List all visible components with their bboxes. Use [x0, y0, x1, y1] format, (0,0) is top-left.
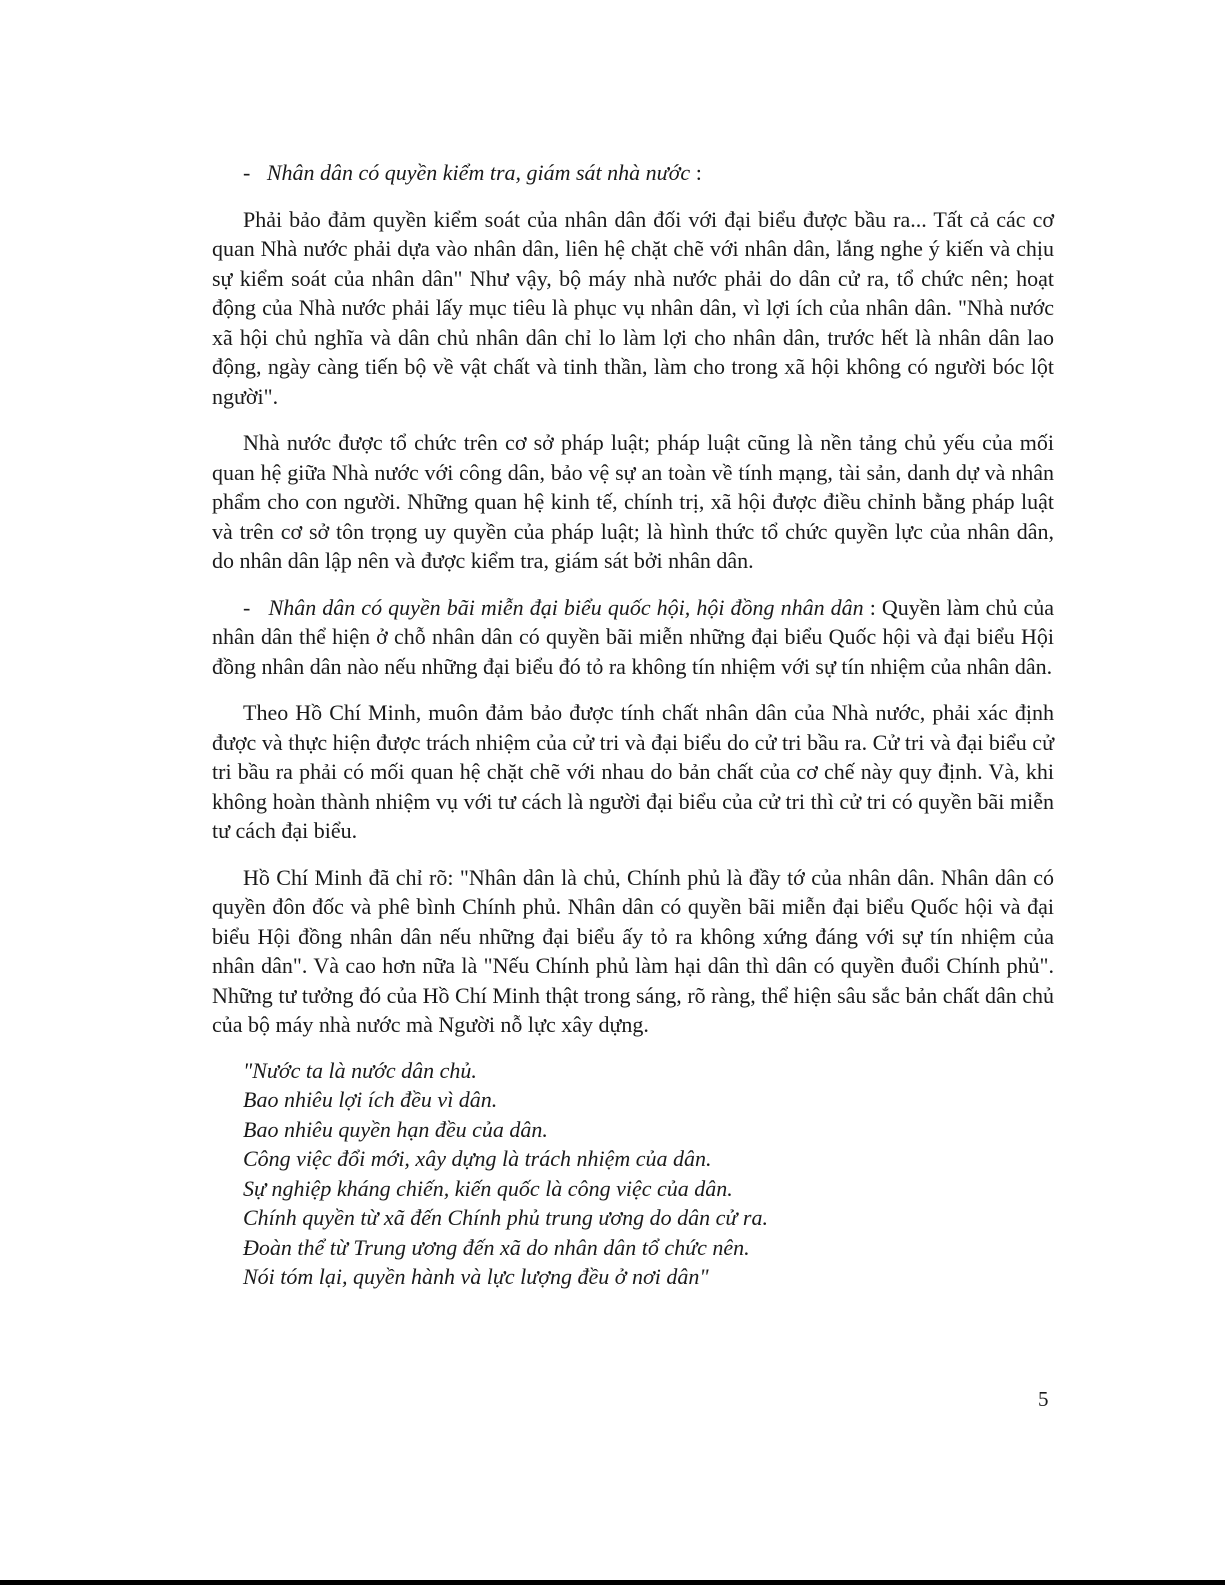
quote-line: Công việc đổi mới, xây dựng là trách nhiệm của dân. — [243, 1146, 712, 1171]
heading-italic-text: Nhân dân có quyền bãi miễn đại biểu quốc hội, hội đồng nhân dân — [268, 594, 864, 620]
list-dash: - — [243, 160, 251, 185]
section-heading-dismissal — [212, 593, 1054, 682]
paragraph-3: Theo Hồ Chí Minh, muôn đảm bảo được tính chất nhân dân của Nhà nước, phải xác định được và thực hiện được trách nhiệm của cử tri và đại biểu do cử tri bầu ra. Cử tri và đại biểu cử tri bầu ra phải có mối quan hệ chặt chẽ với nhau do bản chất của cơ chế này quy định. Và, khi không hoàn thành nhiệm vụ với tư cách là người đại biểu của cử tri thì cử tri có quyền bãi miễn tư cách đại biểu. — [212, 700, 1054, 843]
paragraph-4: Hồ Chí Minh đã chỉ rõ: "Nhân dân là chủ, Chính phủ là đầy tớ của nhân dân. Nhân dân có quyền đôn đốc và phê bình Chính phủ. Nhân dân có quyền bãi miễn đại biểu Quốc hội và đại biểu Hội đồng nhân dân nếu những đại biểu ấy tỏ ra không xứng đáng với sự tín nhiệm của nhân dân". Và cao hơn nữa là "Nếu Chính phủ làm hại dân thì dân có quyền đuổi Chính phủ". Những tư tưởng đó của Hồ Chí Minh thật trong sáng, rõ ràng, thể hiện sâu sắc bản chất dân chủ của bộ máy nhà nước mà Người nỗ lực xây dựng. — [212, 864, 1054, 1037]
quote-line: Sự nghiệp kháng chiến, kiến quốc là công việc của dân. — [243, 1175, 733, 1201]
paragraph-1: Phải bảo đảm quyền kiểm soát của nhân dân đối với đại biểu được bầu ra... Tất cả các cơ quan Nhà nước phải dựa vào nhân dân, liên hệ chặt chẽ với nhân dân, lắng nghe ý kiến và chịu sự kiểm soát của nhân dân" Như vậy, bộ máy nhà nước phải do dân cử ra, tổ chức nên; hoạt động của Nhà nước phải lấy mục tiêu là phục vụ nhân dân, vì lợi ích của nhân dân. "Nhà nước xã hội chủ nghĩa và dân chủ nhân dân chỉ lo làm lợi cho nhân dân, trước hết là nhân dân lao động, ngày càng tiến bộ về vật chất và tinh thần, làm cho trong xã hội không có người bóc lột người". — [212, 206, 1054, 409]
quote-line: "Nước ta là nước dân chủ. — [243, 1057, 477, 1083]
quote-line: Bao nhiêu quyền hạn đều của dân. — [243, 1116, 548, 1142]
bottom-border — [0, 1580, 1225, 1585]
list-dash: - — [243, 594, 251, 620]
quote-line: Chính quyền từ xã đến Chính phủ trung ương do dân cử ra. — [243, 1205, 768, 1230]
quote-line: Nói tóm lại, quyền hành và lực lượng đều ở nơi dân" — [243, 1264, 709, 1289]
quote-line: Bao nhiêu lợi ích đều vì dân. — [243, 1087, 498, 1112]
page-number: 5 — [1038, 1387, 1049, 1411]
heading-tail: : — [690, 160, 702, 185]
quotation-block — [212, 1056, 1054, 1292]
heading-tail: : Quyền làm chủ của nhân dân thể hiện ở chỗ nhân dân có quyền bãi miễn những đại biểu Quốc hội và đại biểu Hội đồng nhân dân nào nếu những đại biểu đó tỏ ra không tín nhiệm với sự tín nhiệm của nhân dân. — [212, 594, 1054, 679]
paragraph-2: Nhà nước được tổ chức trên cơ sở pháp luật; pháp luật cũng là nền tảng chủ yếu của mối quan hệ giữa Nhà nước với công dân, bảo vệ sự an toàn về tính mạng, tài sản, danh dự và nhân phẩm cho con người. Những quan hệ kinh tế, chính trị, xã hội được điều chỉnh bằng pháp luật và trên cơ sở tôn trọng uy quyền của pháp luật; là hình thức tổ chức quyền lực của nhân dân, do nhân dân lập nên và được kiểm tra, giám sát bởi nhân dân. — [212, 430, 1054, 573]
heading-italic-text: Nhân dân có quyền kiểm tra, giám sát nhà nước — [266, 160, 691, 185]
page-body — [212, 158, 1054, 1292]
section-heading-supervision — [212, 158, 1054, 188]
quote-line: Đoàn thể từ Trung ương đến xã do nhân dân tổ chức nên. — [243, 1234, 750, 1260]
